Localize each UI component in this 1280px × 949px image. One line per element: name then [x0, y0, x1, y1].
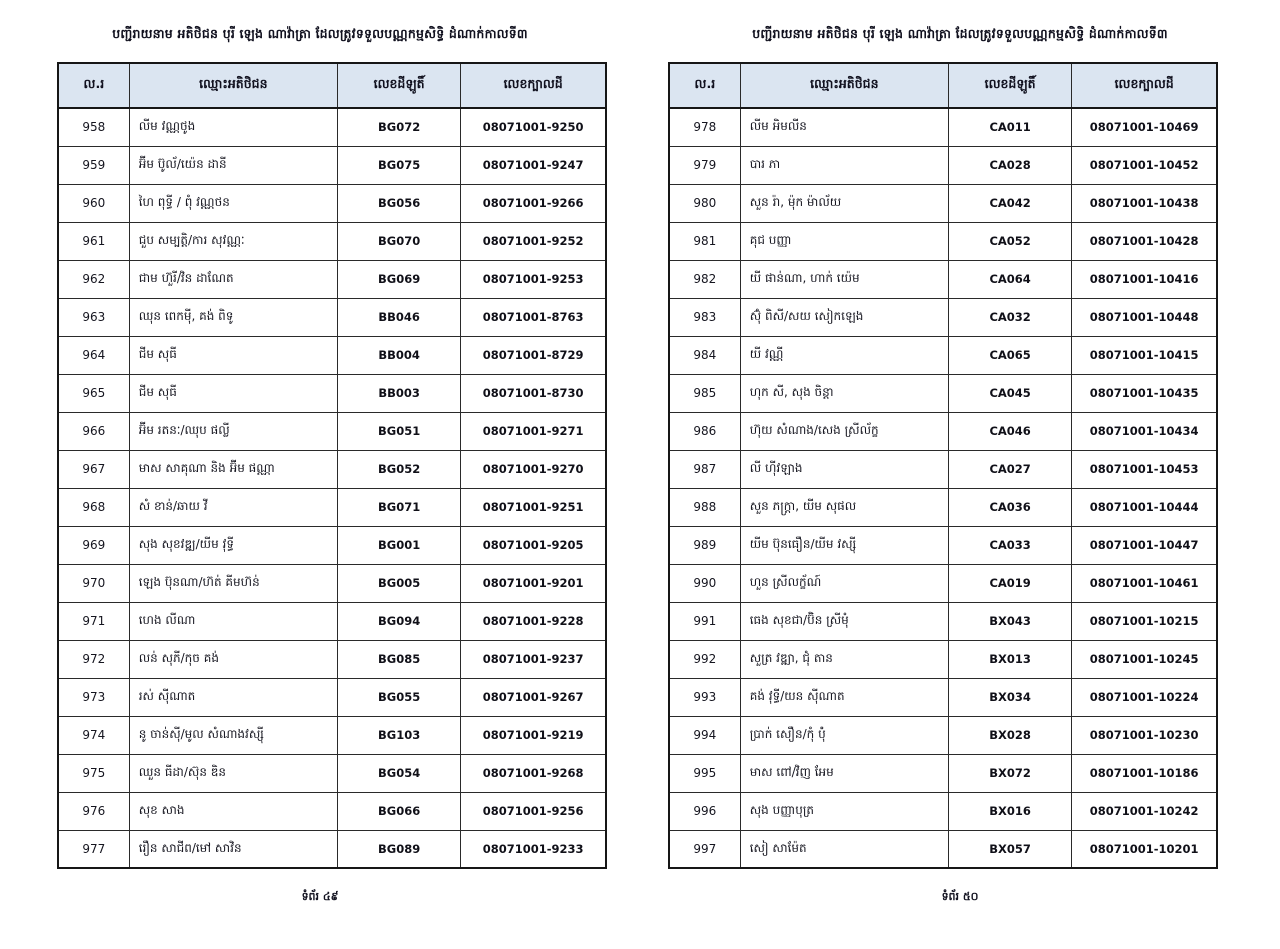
table-row [669, 640, 1217, 678]
cell-lot-number: BG089 [337, 830, 460, 868]
cell-title-number: 08071001-10224 [1072, 678, 1217, 716]
cell-lot-number: CA064 [948, 260, 1071, 298]
cell-customer-name: សួន រ៉ា, ម៉ុក ម៉ាល័យ [740, 184, 948, 222]
cell-row-number: 976 [58, 792, 129, 830]
cell-customer-name: មាស សាគុណា និង អ៊ីម ផណ្ណា [129, 450, 337, 488]
cell-customer-name: អ៊ីម ប៊ូល័/យ៉េន ដានី [129, 146, 337, 184]
table-row [669, 450, 1217, 488]
cell-lot-number: CA065 [948, 336, 1071, 374]
cell-customer-name: យី វណ្ណី [740, 336, 948, 374]
cell-row-number: 996 [669, 792, 740, 830]
cell-customer-name: ឈួន ធីដា/ស៊ុន ឌិន [129, 754, 337, 792]
table-row [58, 146, 606, 184]
table-row [669, 488, 1217, 526]
cell-row-number: 965 [58, 374, 129, 412]
table-row [58, 564, 606, 602]
cell-title-number: 08071001-10438 [1072, 184, 1217, 222]
cell-title-number: 08071001-10186 [1072, 754, 1217, 792]
cell-customer-name: អ៊ីម រតនៈ/ឈុប ផល្លី [129, 412, 337, 450]
table-row [669, 222, 1217, 260]
cell-title-number: 08071001-10452 [1072, 146, 1217, 184]
table-row [58, 792, 606, 830]
cell-lot-number: BG055 [337, 678, 460, 716]
cell-row-number: 966 [58, 412, 129, 450]
page-number: ទំព័រ ៥០ [941, 890, 979, 903]
cell-lot-number: CA011 [948, 108, 1071, 146]
cell-lot-number: BG005 [337, 564, 460, 602]
table-row [58, 412, 606, 450]
cell-lot-number: BG085 [337, 640, 460, 678]
table-row [669, 336, 1217, 374]
cell-title-number: 08071001-10461 [1072, 564, 1217, 602]
cell-lot-number: BB004 [337, 336, 460, 374]
cell-row-number: 963 [58, 298, 129, 336]
column-header-lot-number: លេខដីឡូតិ៍ [337, 63, 460, 108]
cell-row-number: 986 [669, 412, 740, 450]
cell-lot-number: BB003 [337, 374, 460, 412]
cell-lot-number: BG103 [337, 716, 460, 754]
column-header-title-number: លេខក្បាលដី [461, 63, 606, 108]
cell-title-number: 08071001-10215 [1072, 602, 1217, 640]
cell-lot-number: BB046 [337, 298, 460, 336]
table-row [58, 830, 606, 868]
cell-row-number: 980 [669, 184, 740, 222]
table-row [669, 146, 1217, 184]
cell-lot-number: CA036 [948, 488, 1071, 526]
cell-title-number: 08071001-8730 [461, 374, 606, 412]
table-row [669, 716, 1217, 754]
cell-row-number: 974 [58, 716, 129, 754]
cell-customer-name: ធេង សុខជា/ប៊ិន ស្រីមុំ [740, 602, 948, 640]
cell-customer-name: សំ ខាន់/ឆាយ វី [129, 488, 337, 526]
cell-title-number: 08071001-9205 [461, 526, 606, 564]
cell-customer-name: ហួន ស្រីលក្ខ័ណ៍ [740, 564, 948, 602]
table-row [58, 526, 606, 564]
cell-lot-number: CA045 [948, 374, 1071, 412]
cell-customer-name: ឡេង ប៊ុនណា/ហ៊ត់ គីមហ៊ន់ [129, 564, 337, 602]
cell-customer-name: លីម អិមលីន [740, 108, 948, 146]
table-row [669, 754, 1217, 792]
table-row [669, 108, 1217, 146]
cell-lot-number: BG069 [337, 260, 460, 298]
table-row [669, 602, 1217, 640]
cell-title-number: 08071001-9253 [461, 260, 606, 298]
cell-customer-name: សុង បញ្ញាបុត្រ [740, 792, 948, 830]
cell-customer-name: សៀ សាម៉ែត [740, 830, 948, 868]
cell-lot-number: CA027 [948, 450, 1071, 488]
cell-title-number: 08071001-9268 [461, 754, 606, 792]
cell-row-number: 985 [669, 374, 740, 412]
cell-title-number: 08071001-9270 [461, 450, 606, 488]
table-row [58, 374, 606, 412]
cell-title-number: 08071001-9251 [461, 488, 606, 526]
cell-row-number: 971 [58, 602, 129, 640]
cell-title-number: 08071001-10434 [1072, 412, 1217, 450]
table-row [58, 450, 606, 488]
cell-lot-number: CA019 [948, 564, 1071, 602]
table-row [669, 526, 1217, 564]
cell-customer-name: ស៊ុំ ពិសី/សយ សៀកឡេង [740, 298, 948, 336]
cell-customer-name: ហេង លីណា [129, 602, 337, 640]
cell-title-number: 08071001-10242 [1072, 792, 1217, 830]
cell-customer-name: ហៃ ពុទ្ធី / ពុំ វណ្ណថន [129, 184, 337, 222]
cell-title-number: 08071001-10428 [1072, 222, 1217, 260]
cell-row-number: 988 [669, 488, 740, 526]
table-row [669, 830, 1217, 868]
table-row [58, 488, 606, 526]
cell-customer-name: លី ហ៊ីវឡាង [740, 450, 948, 488]
cell-title-number: 08071001-9271 [461, 412, 606, 450]
cell-row-number: 982 [669, 260, 740, 298]
cell-row-number: 958 [58, 108, 129, 146]
cell-customer-name: គង់ វុទ្ធី/យន ស៊ីណាត [740, 678, 948, 716]
cell-customer-name: ជួប សម្បត្តិ/ការ សុវណ្ណៈ [129, 222, 337, 260]
table-row [58, 336, 606, 374]
table-row [58, 260, 606, 298]
cell-title-number: 08071001-9256 [461, 792, 606, 830]
cell-title-number: 08071001-8763 [461, 298, 606, 336]
table-row [669, 184, 1217, 222]
cell-row-number: 981 [669, 222, 740, 260]
cell-lot-number: CA042 [948, 184, 1071, 222]
cell-title-number: 08071001-9247 [461, 146, 606, 184]
cell-customer-name: ជាម ហ៊ួរី/វិន ដាណែត [129, 260, 337, 298]
cell-customer-name: រស់ ស៊ីណាត [129, 678, 337, 716]
cell-lot-number: BX034 [948, 678, 1071, 716]
cell-customer-name: សុង សុខវឌ្ឍ/យីម វុទ្ធី [129, 526, 337, 564]
cell-customer-name: សុខ សាង [129, 792, 337, 830]
table-header-row [58, 63, 606, 108]
cell-title-number: 08071001-10453 [1072, 450, 1217, 488]
cell-lot-number: BG094 [337, 602, 460, 640]
cell-lot-number: BX043 [948, 602, 1071, 640]
table-row [669, 412, 1217, 450]
cell-title-number: 08071001-10448 [1072, 298, 1217, 336]
table-row [58, 716, 606, 754]
cell-row-number: 990 [669, 564, 740, 602]
cell-title-number: 08071001-9266 [461, 184, 606, 222]
cell-row-number: 991 [669, 602, 740, 640]
cell-lot-number: BX016 [948, 792, 1071, 830]
table-row [58, 108, 606, 146]
cell-title-number: 08071001-10245 [1072, 640, 1217, 678]
cell-customer-name: យី ផាន់ណា, ហាក់ យ៉េម [740, 260, 948, 298]
cell-row-number: 961 [58, 222, 129, 260]
cell-customer-name: សួត្រ វឌ្ឍា, ជុំ តាន [740, 640, 948, 678]
table-row [669, 564, 1217, 602]
cell-row-number: 995 [669, 754, 740, 792]
cell-title-number: 08071001-9250 [461, 108, 606, 146]
cell-lot-number: BG075 [337, 146, 460, 184]
cell-row-number: 962 [58, 260, 129, 298]
cell-title-number: 08071001-10230 [1072, 716, 1217, 754]
document-page-right [640, 0, 1280, 949]
cell-customer-name: ជីម សុធី [129, 374, 337, 412]
cell-title-number: 08071001-9219 [461, 716, 606, 754]
cell-title-number: 08071001-10201 [1072, 830, 1217, 868]
cell-row-number: 993 [669, 678, 740, 716]
cell-row-number: 959 [58, 146, 129, 184]
cell-customer-name: យីម ប៊ុនធឿន/យីម វស្ស៊ី [740, 526, 948, 564]
cell-title-number: 08071001-10469 [1072, 108, 1217, 146]
cell-customer-name: សួន ភក្រ្តា, យីម សុផល [740, 488, 948, 526]
cell-lot-number: BG070 [337, 222, 460, 260]
page-title: បញ្ជីរាយនាម អតិថិជន បុរី ឡេង ណាវ៉ាត្រា ដែលត្រូវទទួលបណ្ណកម្មសិទ្ធិ ដំណាក់កាលទី៣ [112, 26, 528, 41]
cell-title-number: 08071001-10435 [1072, 374, 1217, 412]
table-row [58, 298, 606, 336]
cell-lot-number: BX057 [948, 830, 1071, 868]
cell-title-number: 08071001-10447 [1072, 526, 1217, 564]
cell-row-number: 977 [58, 830, 129, 868]
table-row [58, 602, 606, 640]
table-row [669, 792, 1217, 830]
cell-lot-number: BG066 [337, 792, 460, 830]
column-header-title-number: លេខក្បាលដី [1072, 63, 1217, 108]
cell-customer-name: ឈុន ពេកម៉ី, គង់ ពិទូ [129, 298, 337, 336]
cell-row-number: 979 [669, 146, 740, 184]
cell-lot-number: BX028 [948, 716, 1071, 754]
table-row [58, 754, 606, 792]
cell-row-number: 978 [669, 108, 740, 146]
cell-customer-name: ហុក សី, សុង ចិន្តា [740, 374, 948, 412]
cell-row-number: 970 [58, 564, 129, 602]
cell-customer-name: លីម វណ្ណថូង [129, 108, 337, 146]
column-header-customer-name: ឈ្មោះអតិថិជន [740, 63, 948, 108]
cell-lot-number: BG051 [337, 412, 460, 450]
cell-customer-name: មាស ពៅ/វិញ អែម [740, 754, 948, 792]
table-body [669, 108, 1217, 868]
table-row [58, 640, 606, 678]
cell-lot-number: CA032 [948, 298, 1071, 336]
cell-row-number: 997 [669, 830, 740, 868]
cell-lot-number: BG052 [337, 450, 460, 488]
cell-lot-number: BX072 [948, 754, 1071, 792]
cell-row-number: 964 [58, 336, 129, 374]
cell-row-number: 987 [669, 450, 740, 488]
table-row [669, 260, 1217, 298]
cell-row-number: 975 [58, 754, 129, 792]
cell-title-number: 08071001-9233 [461, 830, 606, 868]
cell-title-number: 08071001-10415 [1072, 336, 1217, 374]
page-title: បញ្ជីរាយនាម អតិថិជន បុរី ឡេង ណាវ៉ាត្រា ដែលត្រូវទទួលបណ្ណកម្មសិទ្ធិ ដំណាក់កាលទី៣ [752, 26, 1168, 41]
cell-lot-number: BG056 [337, 184, 460, 222]
cell-title-number: 08071001-10444 [1072, 488, 1217, 526]
cell-title-number: 08071001-8729 [461, 336, 606, 374]
cell-customer-name: បារ ភា [740, 146, 948, 184]
customer-table-left [57, 62, 607, 869]
cell-customer-name: គុជ បញ្ញា [740, 222, 948, 260]
cell-lot-number: BX013 [948, 640, 1071, 678]
cell-lot-number: CA028 [948, 146, 1071, 184]
customer-table-right [668, 62, 1218, 869]
column-header-lot-number: លេខដីឡូតិ៍ [948, 63, 1071, 108]
cell-row-number: 994 [669, 716, 740, 754]
cell-lot-number: CA046 [948, 412, 1071, 450]
cell-row-number: 972 [58, 640, 129, 678]
column-header-customer-name: ឈ្មោះអតិថិជន [129, 63, 337, 108]
cell-customer-name: ប្រាក់ សឿន/កុំ ប៉ុំ [740, 716, 948, 754]
cell-customer-name: ជីម សុធី [129, 336, 337, 374]
cell-row-number: 969 [58, 526, 129, 564]
cell-row-number: 984 [669, 336, 740, 374]
table-row [669, 298, 1217, 336]
cell-row-number: 992 [669, 640, 740, 678]
cell-row-number: 960 [58, 184, 129, 222]
cell-row-number: 989 [669, 526, 740, 564]
cell-lot-number: BG071 [337, 488, 460, 526]
cell-title-number: 08071001-9237 [461, 640, 606, 678]
table-row [58, 222, 606, 260]
table-row [669, 374, 1217, 412]
cell-row-number: 968 [58, 488, 129, 526]
cell-customer-name: រឿន សាជីព/មៅ សាវិន [129, 830, 337, 868]
cell-lot-number: BG072 [337, 108, 460, 146]
cell-customer-name: នូ ចាន់ស៊ី/មូល សំណាងវស្ស៊ី [129, 716, 337, 754]
cell-lot-number: CA033 [948, 526, 1071, 564]
page-number: ទំព័រ ៤៩ [301, 890, 339, 903]
cell-lot-number: BG054 [337, 754, 460, 792]
table-row [58, 184, 606, 222]
table-body [58, 108, 606, 868]
table-header-row [669, 63, 1217, 108]
table-row [58, 678, 606, 716]
cell-row-number: 973 [58, 678, 129, 716]
cell-customer-name: លន់ សុភី/កុច គង់ [129, 640, 337, 678]
cell-row-number: 983 [669, 298, 740, 336]
cell-title-number: 08071001-9252 [461, 222, 606, 260]
column-header-number: ល.រ [669, 63, 740, 108]
table-row [669, 678, 1217, 716]
cell-title-number: 08071001-10416 [1072, 260, 1217, 298]
cell-lot-number: BG001 [337, 526, 460, 564]
cell-row-number: 967 [58, 450, 129, 488]
cell-title-number: 08071001-9228 [461, 602, 606, 640]
cell-customer-name: ហ៊ុយ សំណាង/សេង ស្រីល័ក្ខ [740, 412, 948, 450]
cell-lot-number: CA052 [948, 222, 1071, 260]
cell-title-number: 08071001-9201 [461, 564, 606, 602]
column-header-number: ល.រ [58, 63, 129, 108]
cell-title-number: 08071001-9267 [461, 678, 606, 716]
